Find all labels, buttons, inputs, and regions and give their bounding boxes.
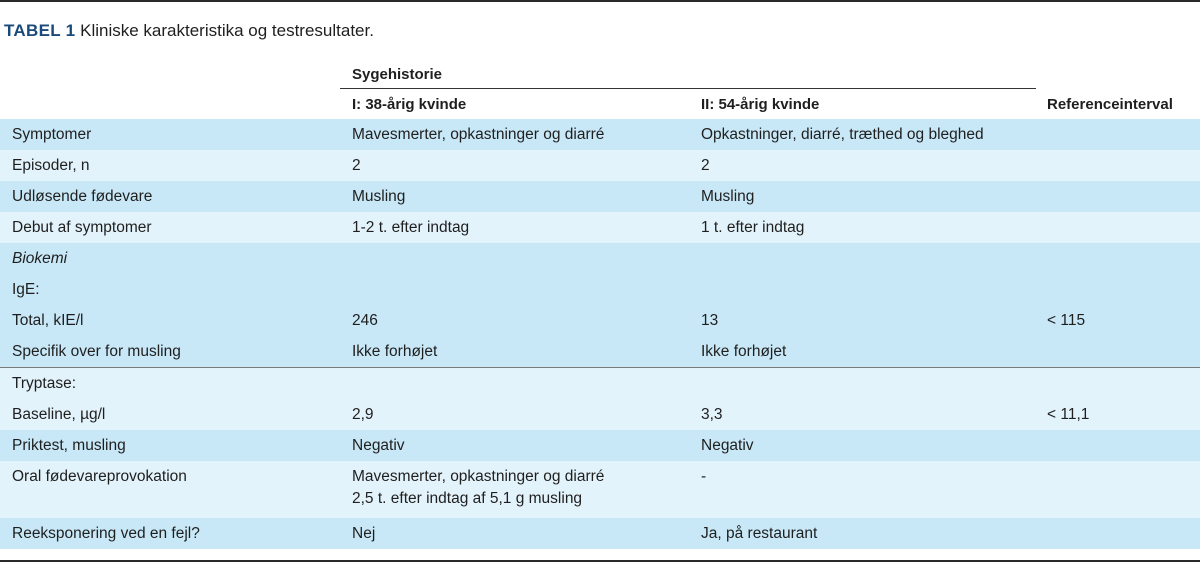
cell-case1: 246 [340, 305, 689, 336]
cell-case1 [340, 274, 689, 305]
cell-case2: - [689, 461, 1036, 518]
cell-case2 [689, 368, 1036, 400]
header-case2: II: 54-årig kvinde [701, 96, 820, 113]
caption-text: Kliniske karakteristika og testresultater. [80, 21, 374, 40]
row-label: Specifik over for musling [0, 336, 340, 368]
cell-case2: 2 [689, 150, 1036, 181]
cell-case1: 2 [340, 150, 689, 181]
cell-case2: Negativ [689, 430, 1036, 461]
cell-case2 [689, 274, 1036, 305]
table-row [0, 430, 1200, 461]
cell-case1 [340, 243, 689, 274]
table-row [0, 305, 1200, 336]
cell-case1: Ikke forhøjet [340, 336, 689, 368]
cell-reference [1036, 430, 1200, 461]
header-group-sygehistorie: Sygehistorie [352, 66, 443, 83]
table-row [0, 461, 1200, 518]
cell-case1: Nej [340, 518, 689, 549]
cell-case2: Opkastninger, diarré, træthed og bleghed [689, 119, 1036, 150]
cell-case2: Ikke forhøjet [689, 336, 1036, 368]
cell-reference: < 115 [1036, 305, 1200, 336]
table-row [0, 336, 1200, 368]
table-row [0, 150, 1200, 181]
cell-case1: Mavesmerter, opkastninger og diarré [340, 119, 689, 150]
cell-reference [1036, 181, 1200, 212]
table-row [0, 212, 1200, 243]
results-table [0, 119, 1200, 549]
cell-case2: 13 [689, 305, 1036, 336]
cell-case1 [340, 461, 689, 518]
cell-case1-line1: Mavesmerter, opkastninger og diarré [352, 468, 605, 485]
header-group-rule [340, 88, 1036, 89]
cell-case1-line2: 2,5 t. efter indtag af 5,1 g musling [352, 490, 583, 507]
table-caption [4, 19, 374, 43]
table-row [0, 368, 1200, 400]
row-label: Priktest, musling [0, 430, 340, 461]
cell-case1: Musling [340, 181, 689, 212]
row-label: Oral fødevareprovokation [0, 461, 340, 518]
row-label: Tryptase: [0, 368, 340, 400]
cell-reference [1036, 461, 1200, 518]
cell-reference [1036, 150, 1200, 181]
row-label: IgE: [0, 274, 340, 305]
cell-case2: Ja, på restaurant [689, 518, 1036, 549]
bottom-rule [0, 560, 1200, 562]
cell-reference [1036, 119, 1200, 150]
cell-reference [1036, 518, 1200, 549]
cell-case2: 1 t. efter indtag [689, 212, 1036, 243]
cell-reference [1036, 274, 1200, 305]
row-label: Reeksponering ved en fejl? [0, 518, 340, 549]
cell-reference [1036, 368, 1200, 400]
cell-case2 [689, 243, 1036, 274]
row-label: Total, kIE/l [0, 305, 340, 336]
row-label: Baseline, µg/l [0, 399, 340, 430]
table-row [0, 243, 1200, 274]
table-row [0, 399, 1200, 430]
cell-case2: 3,3 [689, 399, 1036, 430]
cell-case1: 2,9 [340, 399, 689, 430]
top-rule [0, 0, 1200, 2]
table-row [0, 181, 1200, 212]
cell-reference: < 11,1 [1036, 399, 1200, 430]
row-label: Debut af symptomer [0, 212, 340, 243]
cell-case1: 1-2 t. efter indtag [340, 212, 689, 243]
table-row [0, 274, 1200, 305]
cell-case1: Negativ [340, 430, 689, 461]
section-label-biokemi: Biokemi [0, 243, 340, 274]
cell-case1 [340, 368, 689, 400]
cell-reference [1036, 212, 1200, 243]
table-row [0, 119, 1200, 150]
header-reference: Referenceinterval [1047, 96, 1173, 113]
table-row [0, 518, 1200, 549]
cell-reference [1036, 243, 1200, 274]
row-label: Episoder, n [0, 150, 340, 181]
row-label: Udløsende fødevare [0, 181, 340, 212]
row-label: Symptomer [0, 119, 340, 150]
cell-reference [1036, 336, 1200, 368]
caption-label: TABEL 1 [4, 21, 76, 40]
cell-case2: Musling [689, 181, 1036, 212]
header-case1: I: 38-årig kvinde [352, 96, 467, 113]
